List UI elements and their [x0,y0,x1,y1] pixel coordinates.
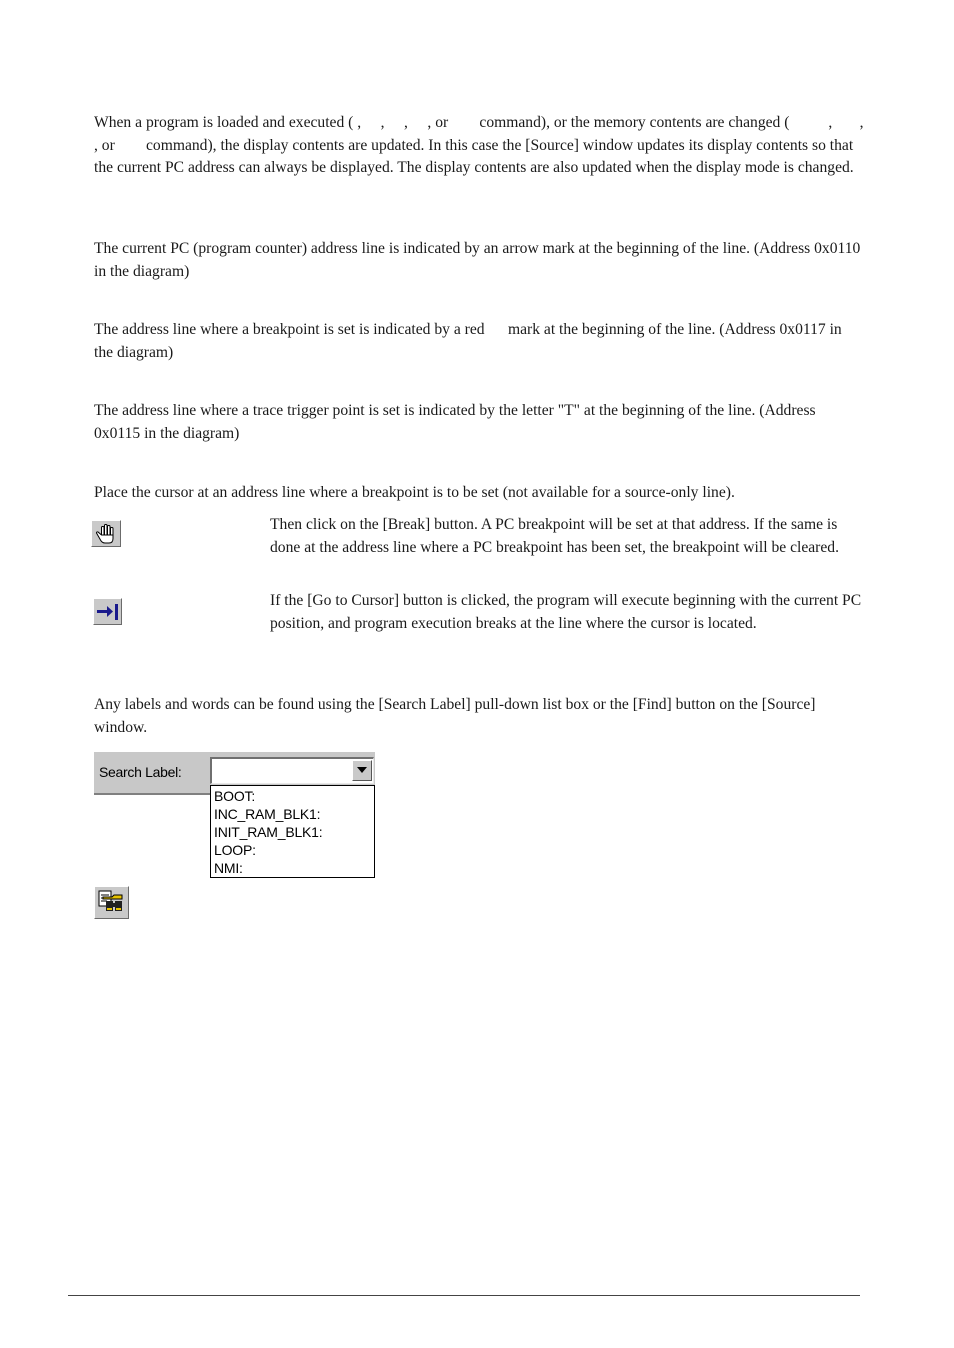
arrow-to-bar-icon [94,599,121,624]
hand-icon [92,521,120,546]
dropdown-option-loop[interactable]: LOOP: [214,842,256,858]
find-binoculars-icon [95,887,128,918]
trace-line-paragraph: The address line where a trace trigger point is set is indicated by the letter "T" at the beginning of the line. (Address 0x0115 in the diagram) [94,402,816,442]
combobox-dropdown-button[interactable] [352,760,372,781]
pc-line-paragraph: The current PC (program counter) address line is indicated by an arrow mark at the beginning of the line. (Address 0x0110 in the diagram) [94,240,861,280]
go-to-cursor-description: If the [Go to Cursor] button is clicked, the program will execute beginning with the current PC position, and program execution breaks at the line where the cursor is located. [270,592,862,632]
search-label-combobox[interactable] [210,757,374,784]
search-label-dropdown-list [210,785,375,878]
chevron-down-icon [357,767,367,773]
breakpoint-line-paragraph: The address line where a breakpoint is set is indicated by a red mark at the beginning of the line. (Address 0x0117 in the diagram) [94,321,846,361]
footer-divider [68,1295,860,1296]
place-cursor-paragraph: Place the cursor at an address line where a breakpoint is to be set (not available for a source-only line). [94,484,735,501]
break-button-description: Then click on the [Break] button. A PC breakpoint will be set at that address. If the same is done at the address line where a PC breakpoint has been set, the breakpoint will be cleared. [270,516,839,556]
update-paragraph: When a program is loaded and executed ( , , , , or command), or the memory contents are changed ( , , , or command), the display contents are updated. In this case the [Source] window updates its display contents so that the current PC address can always be displayed. The display contents are also updated when the display mode is changed. [94,114,883,177]
go-to-cursor-button[interactable] [93,598,122,625]
search-label-text: Search Label: [99,764,182,780]
find-button[interactable] [94,886,129,919]
dropdown-option-nmi[interactable]: NMI: [214,860,243,876]
break-button[interactable] [91,520,121,547]
dropdown-option-inc-ram-blk1[interactable]: INC_RAM_BLK1: [214,806,321,822]
search-intro-paragraph: Any labels and words can be found using the [Search Label] pull-down list box or the [Find] button on the [Source] window. [94,696,816,736]
dropdown-option-boot[interactable]: BOOT: [214,788,256,804]
dropdown-option-init-ram-blk1[interactable]: INIT_RAM_BLK1: [214,824,323,840]
